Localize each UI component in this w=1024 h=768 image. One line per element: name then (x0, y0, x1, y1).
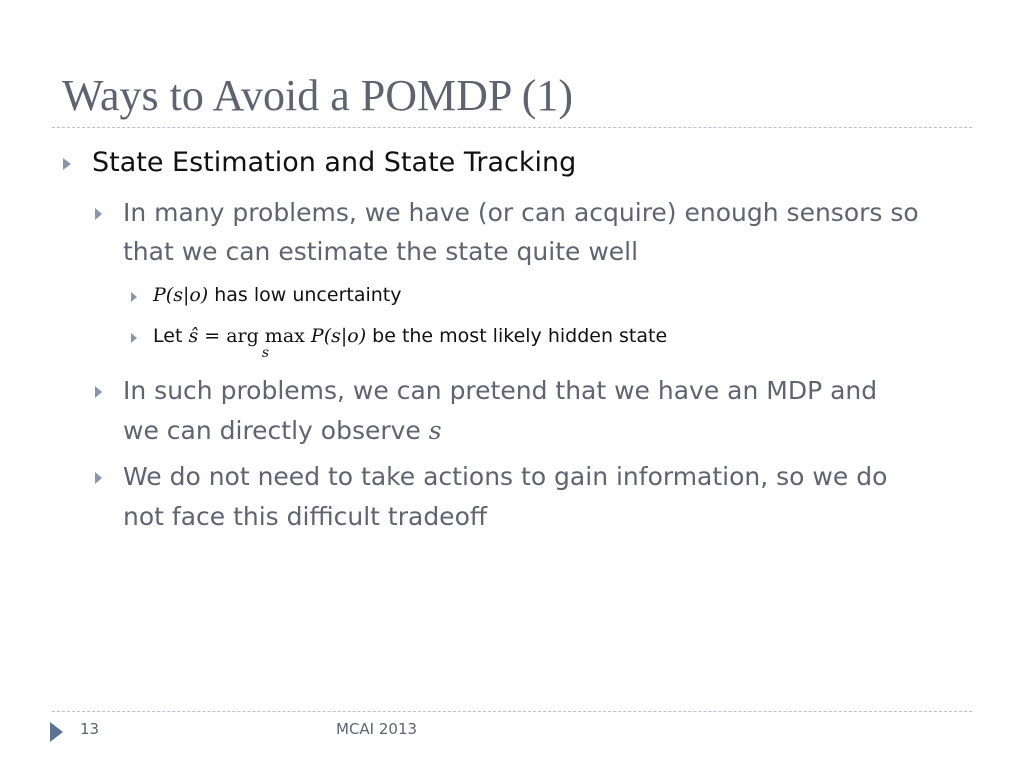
paragraph-sensors-line1: In many problems, we have (or can acquire) enough sensors so (123, 198, 919, 227)
paragraph-sensors-line2: that we can estimate the state quite well (123, 237, 639, 266)
footer-divider (52, 711, 972, 712)
bullet-triangle-icon (131, 292, 137, 302)
play-arrow-icon (50, 722, 63, 742)
let-text: Let (153, 325, 189, 347)
uncertainty-text: has low uncertainty (208, 284, 402, 306)
title-divider (52, 127, 972, 128)
paragraph-mdp-line2 (123, 416, 442, 445)
bullet-triangle-icon (95, 472, 102, 484)
observe-text: we can directly observe (123, 416, 429, 445)
math-argmax (226, 325, 305, 361)
sub-bullet-uncertainty (153, 284, 402, 306)
slide-title: Ways to Avoid a POMDP (1) (62, 71, 574, 120)
paragraph-mdp-line1: In such problems, we can pretend that we have an MDP and (123, 376, 878, 405)
most-likely-text: be the most likely hidden state (366, 325, 668, 347)
bullet-triangle-icon (131, 333, 137, 343)
math-s-hat: ŝ = (188, 325, 227, 347)
argmax-text: arg max (226, 325, 305, 347)
paragraph-tradeoff-line1: We do not need to take actions to gain information, so we do (123, 462, 888, 491)
sub-bullet-most-likely (153, 325, 668, 361)
heading-state-estimation: State Estimation and State Tracking (92, 147, 577, 178)
bullet-triangle-icon (95, 386, 102, 398)
argmax-subscript: s (261, 345, 270, 361)
math-p-s-given-o: P(s|o) (153, 284, 209, 306)
bullet-triangle-icon (95, 208, 102, 220)
math-s: s (428, 416, 442, 445)
math-p-s-given-o: P(s|o) (310, 325, 367, 347)
paragraph-tradeoff-line2: not face this difficult tradeoff (123, 502, 488, 531)
bullet-triangle-icon (63, 158, 71, 170)
footer-course: MCAI 2013 (336, 720, 418, 738)
page-number: 13 (80, 720, 100, 738)
